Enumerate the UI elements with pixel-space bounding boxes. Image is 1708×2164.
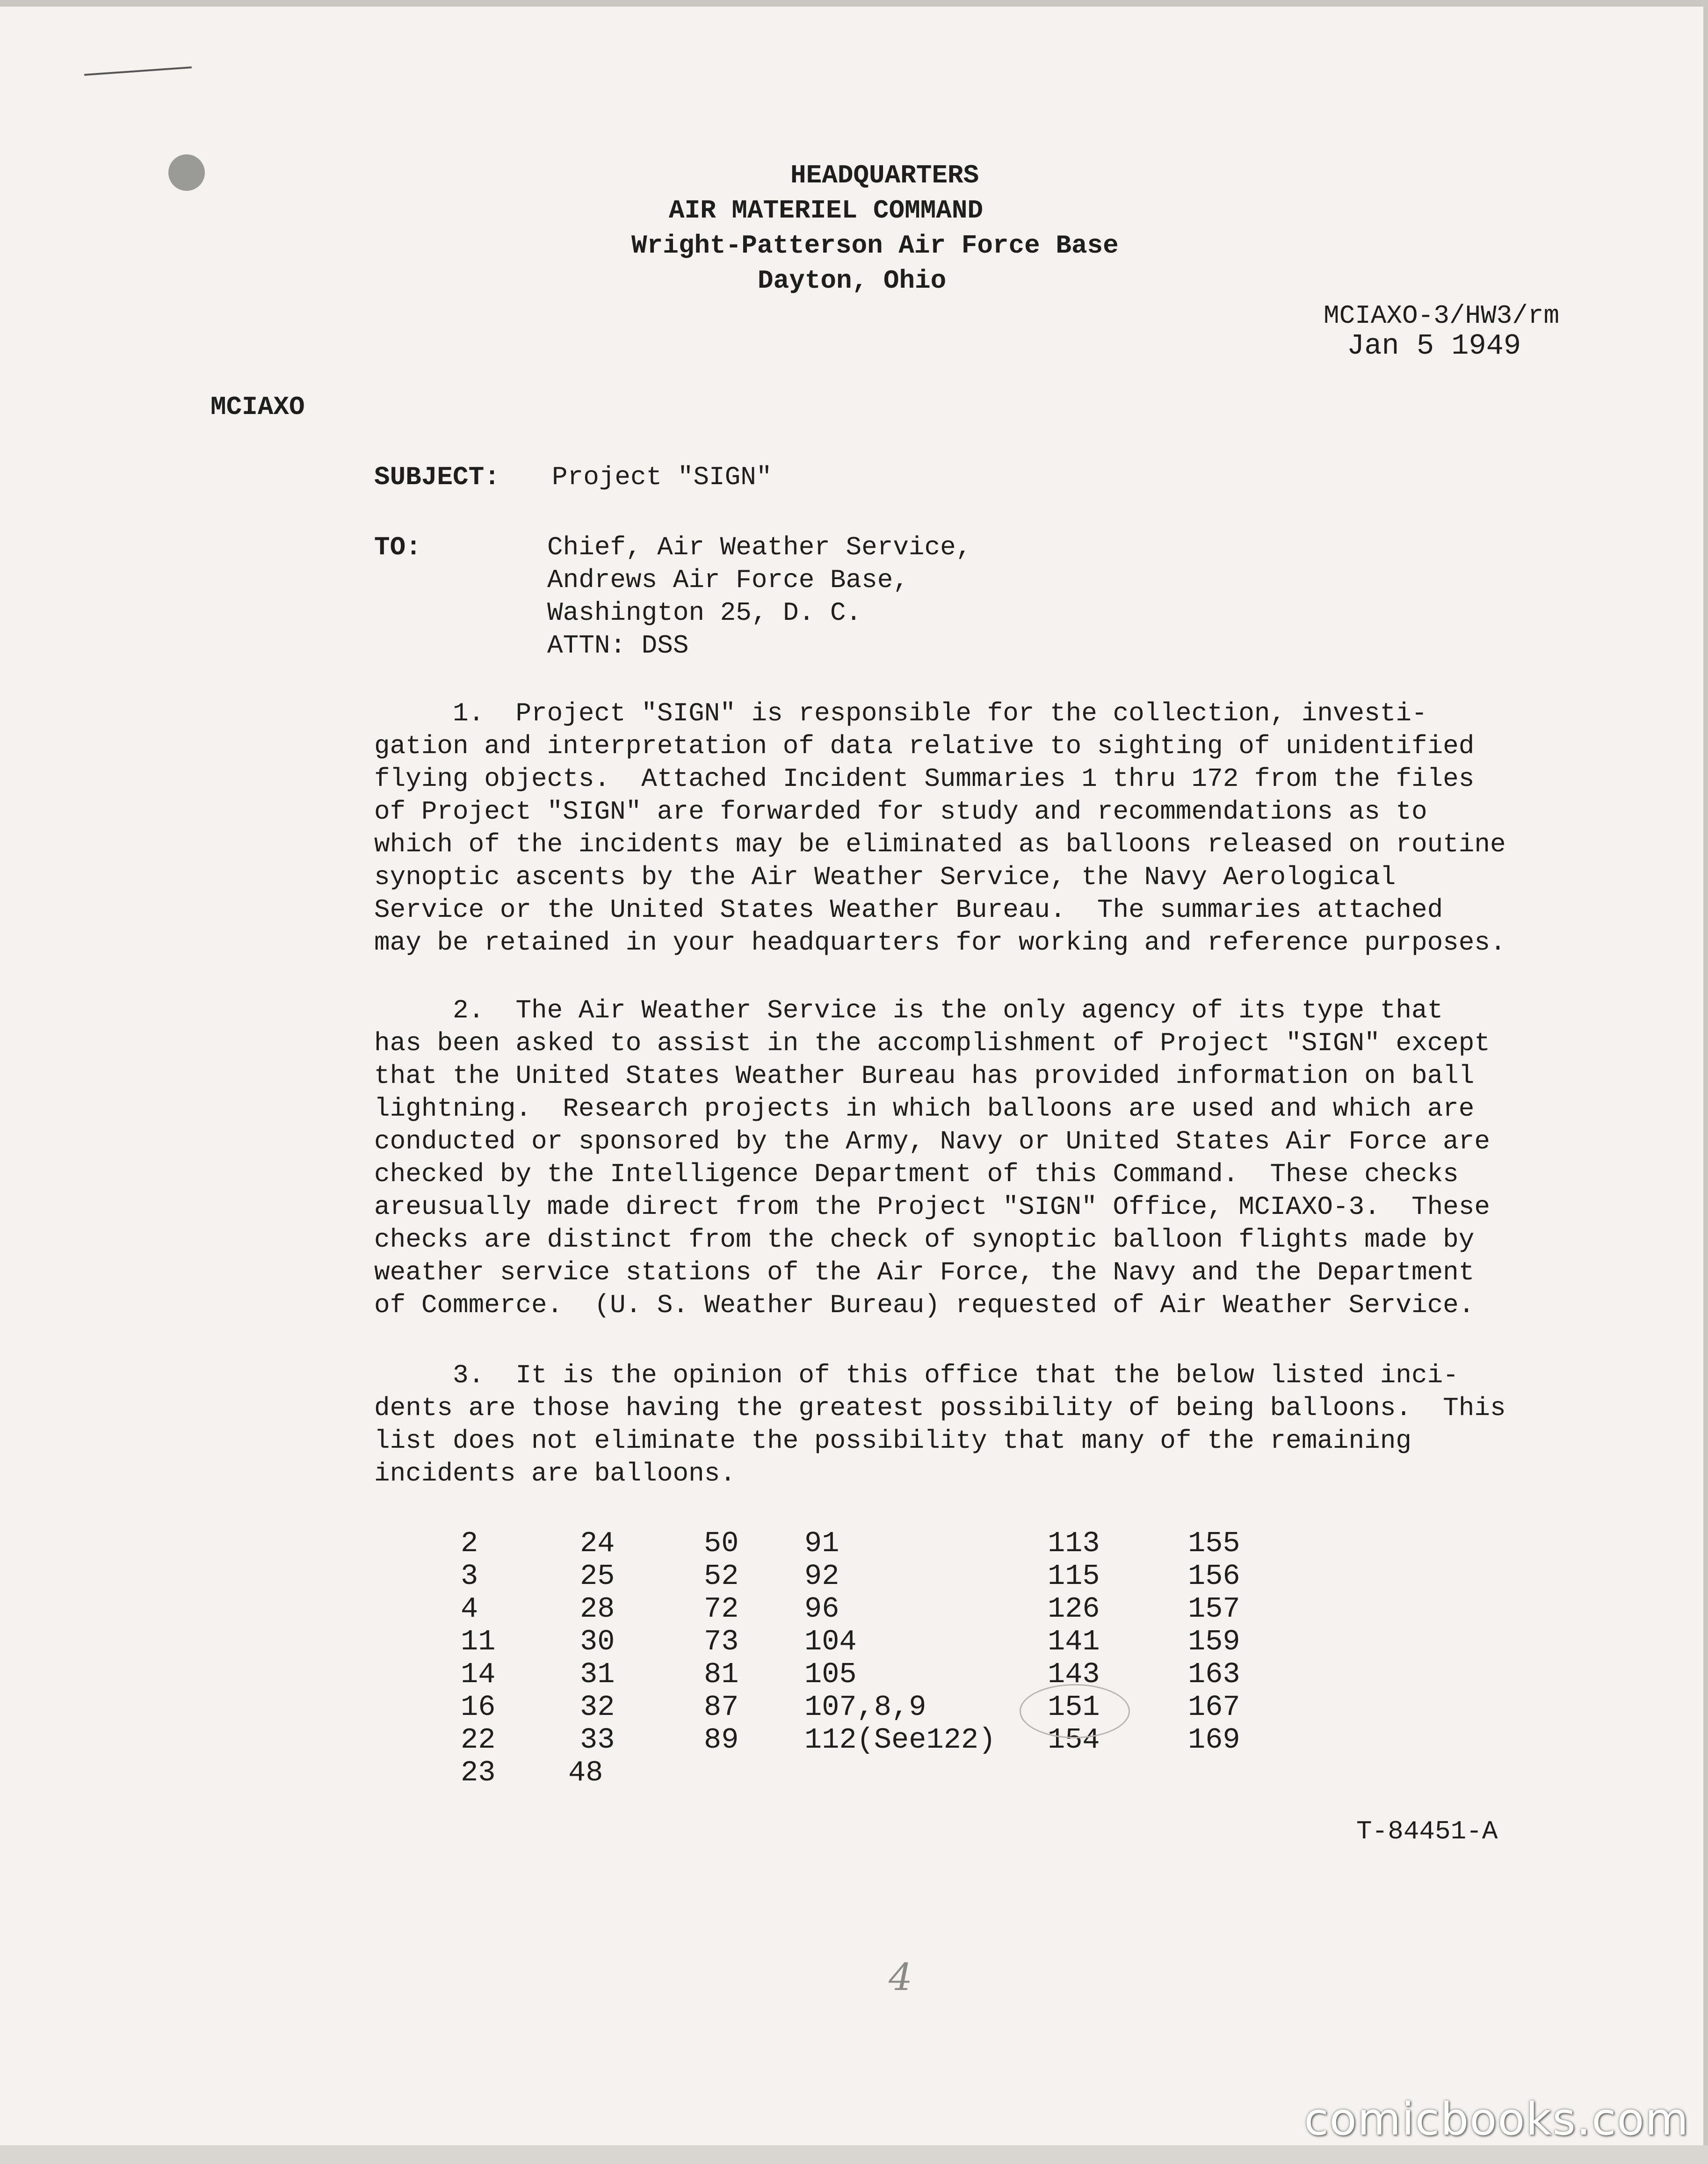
paragraph-line: weather service stations of the Air Force, the Navy and the Department [374,1257,1475,1287]
incident-number: 156 [1188,1560,1240,1593]
subject-label: SUBJECT: [374,462,500,492]
paragraph-line: may be retained in your headquarters for working and reference purposes. [374,928,1506,958]
incident-number: 96 [804,1592,840,1626]
paragraph-line: flying objects. Attached Incident Summaries 1 thru 172 from the files [374,764,1475,794]
paragraph-line: gation and interpretation of data relative to sighting of unidentified [374,731,1475,761]
incident-number: 14 [461,1658,496,1691]
paragraph-line: has been asked to assist in the accomplishment of Project "SIGN" except [374,1028,1490,1058]
incident-number: 167 [1188,1691,1240,1724]
paragraph-line: 2. The Air Weather Service is the only agency of its type that [374,995,1443,1025]
incident-number: 105 [804,1658,857,1691]
incident-number: 169 [1188,1723,1240,1757]
to-line-1: Chief, Air Weather Service, [547,532,972,562]
page-mark: 4 [889,1955,912,1999]
incident-number: 22 [461,1723,496,1757]
to-line-4: ATTN: DSS [547,631,689,661]
letterhead-line-3: Wright-Patterson Air Force Base [631,231,1119,261]
pencil-circle-mark [1020,1684,1130,1738]
paragraph-line: of Project "SIGN" are forwarded for study and recommendations as to [374,797,1427,827]
reference-date: Jan 5 1949 [1347,329,1521,363]
paragraph-line: 3. It is the opinion of this office that the below listed inci- [374,1360,1459,1390]
subject-value: Project "SIGN" [552,462,772,492]
paragraph-line: of Commerce. (U. S. Weather Bureau) requested of Air Weather Service. [374,1290,1475,1320]
incident-number: 28 [580,1592,615,1626]
incident-number: 151 [1048,1691,1100,1724]
reference-code: MCIAXO-3/HW3/rm [1324,301,1560,331]
incident-number: 16 [461,1691,496,1724]
letterhead-line-2: AIR MATERIEL COMMAND [669,196,984,225]
paragraph-line: conducted or sponsored by the Army, Navy or United States Air Force are [374,1126,1490,1156]
incident-number: 126 [1048,1592,1100,1626]
incident-number: 81 [704,1658,739,1691]
incident-number: 30 [580,1625,615,1658]
incident-number: 32 [580,1691,615,1724]
paragraph-line: areusually made direct from the Project "SIGN" Office, MCIAXO-3. These [374,1192,1490,1222]
incident-number: 113 [1048,1527,1100,1560]
watermark: comicbooks.com [1304,2094,1689,2145]
incident-number: 50 [704,1527,739,1560]
incident-number: 89 [704,1723,739,1757]
incident-number: 4 [461,1592,478,1626]
office-symbol: MCIAXO [210,392,305,422]
to-label: TO: [374,532,421,562]
incident-number: 33 [580,1723,615,1757]
scan-bottom-edge [0,2145,1708,2164]
paragraph-line: checked by the Intelligence Department of this Command. These checks [374,1159,1459,1189]
punch-hole [168,154,205,191]
incident-number: 154 [1048,1723,1100,1757]
paragraph-line: which of the incidents may be eliminated as balloons released on routine [374,829,1506,859]
incident-number: 115 [1048,1560,1100,1593]
paragraph-line: 1. Project "SIGN" is responsible for the collection, investi- [374,698,1427,728]
paragraph-line: list does not eliminate the possibility that many of the remaining [374,1426,1411,1456]
paragraph-3 [374,1359,1614,1490]
paragraph-line: Service or the United States Weather Bureau. The summaries attached [374,895,1443,925]
incident-number: 92 [804,1560,840,1593]
document-number: T-84451-A [1356,1816,1498,1846]
incident-number: 107,8,9 [804,1691,926,1724]
incident-number: 2 [461,1527,478,1560]
incident-number: 24 [580,1527,615,1560]
incident-number: 157 [1188,1592,1240,1626]
incident-number: 52 [704,1560,739,1593]
incident-number: 87 [704,1691,739,1724]
incident-number: 48 [568,1756,603,1789]
incident-number: 143 [1048,1658,1100,1691]
incident-number: 11 [461,1625,496,1658]
paragraph-2 [374,994,1614,1322]
to-line-3: Washington 25, D. C. [547,598,862,628]
incident-number: 91 [804,1527,840,1560]
incident-number: 72 [704,1592,739,1626]
incident-number: 23 [461,1756,496,1789]
pencil-mark [84,66,192,76]
incident-number: 104 [804,1625,857,1658]
paragraph-line: dents are those having the greatest possibility of being balloons. This [374,1393,1506,1423]
incident-number: 73 [704,1625,739,1658]
incident-number: 112(See122) [804,1723,996,1757]
scan-top-edge [0,0,1708,7]
incident-number: 163 [1188,1658,1240,1691]
incident-number: 141 [1048,1625,1100,1658]
incident-number: 31 [580,1658,615,1691]
incident-number: 155 [1188,1527,1240,1560]
paragraph-line: synoptic ascents by the Air Weather Service, the Navy Aerological [374,862,1396,892]
incident-number: 25 [580,1560,615,1593]
paragraph-line: checks are distinct from the check of synoptic balloon flights made by [374,1225,1475,1255]
paragraph-1 [374,697,1614,959]
paragraph-line: that the United States Weather Bureau has provided information on ball [374,1061,1475,1091]
incident-number: 3 [461,1560,478,1593]
scan-right-edge [1703,0,1708,2164]
letterhead-line-1: HEADQUARTERS [790,160,979,190]
letterhead-line-4: Dayton, Ohio [758,266,947,296]
incident-number: 159 [1188,1625,1240,1658]
paragraph-line: incidents are balloons. [374,1459,736,1489]
paragraph-line: lightning. Research projects in which balloons are used and which are [374,1094,1475,1124]
to-line-2: Andrews Air Force Base, [547,565,909,595]
